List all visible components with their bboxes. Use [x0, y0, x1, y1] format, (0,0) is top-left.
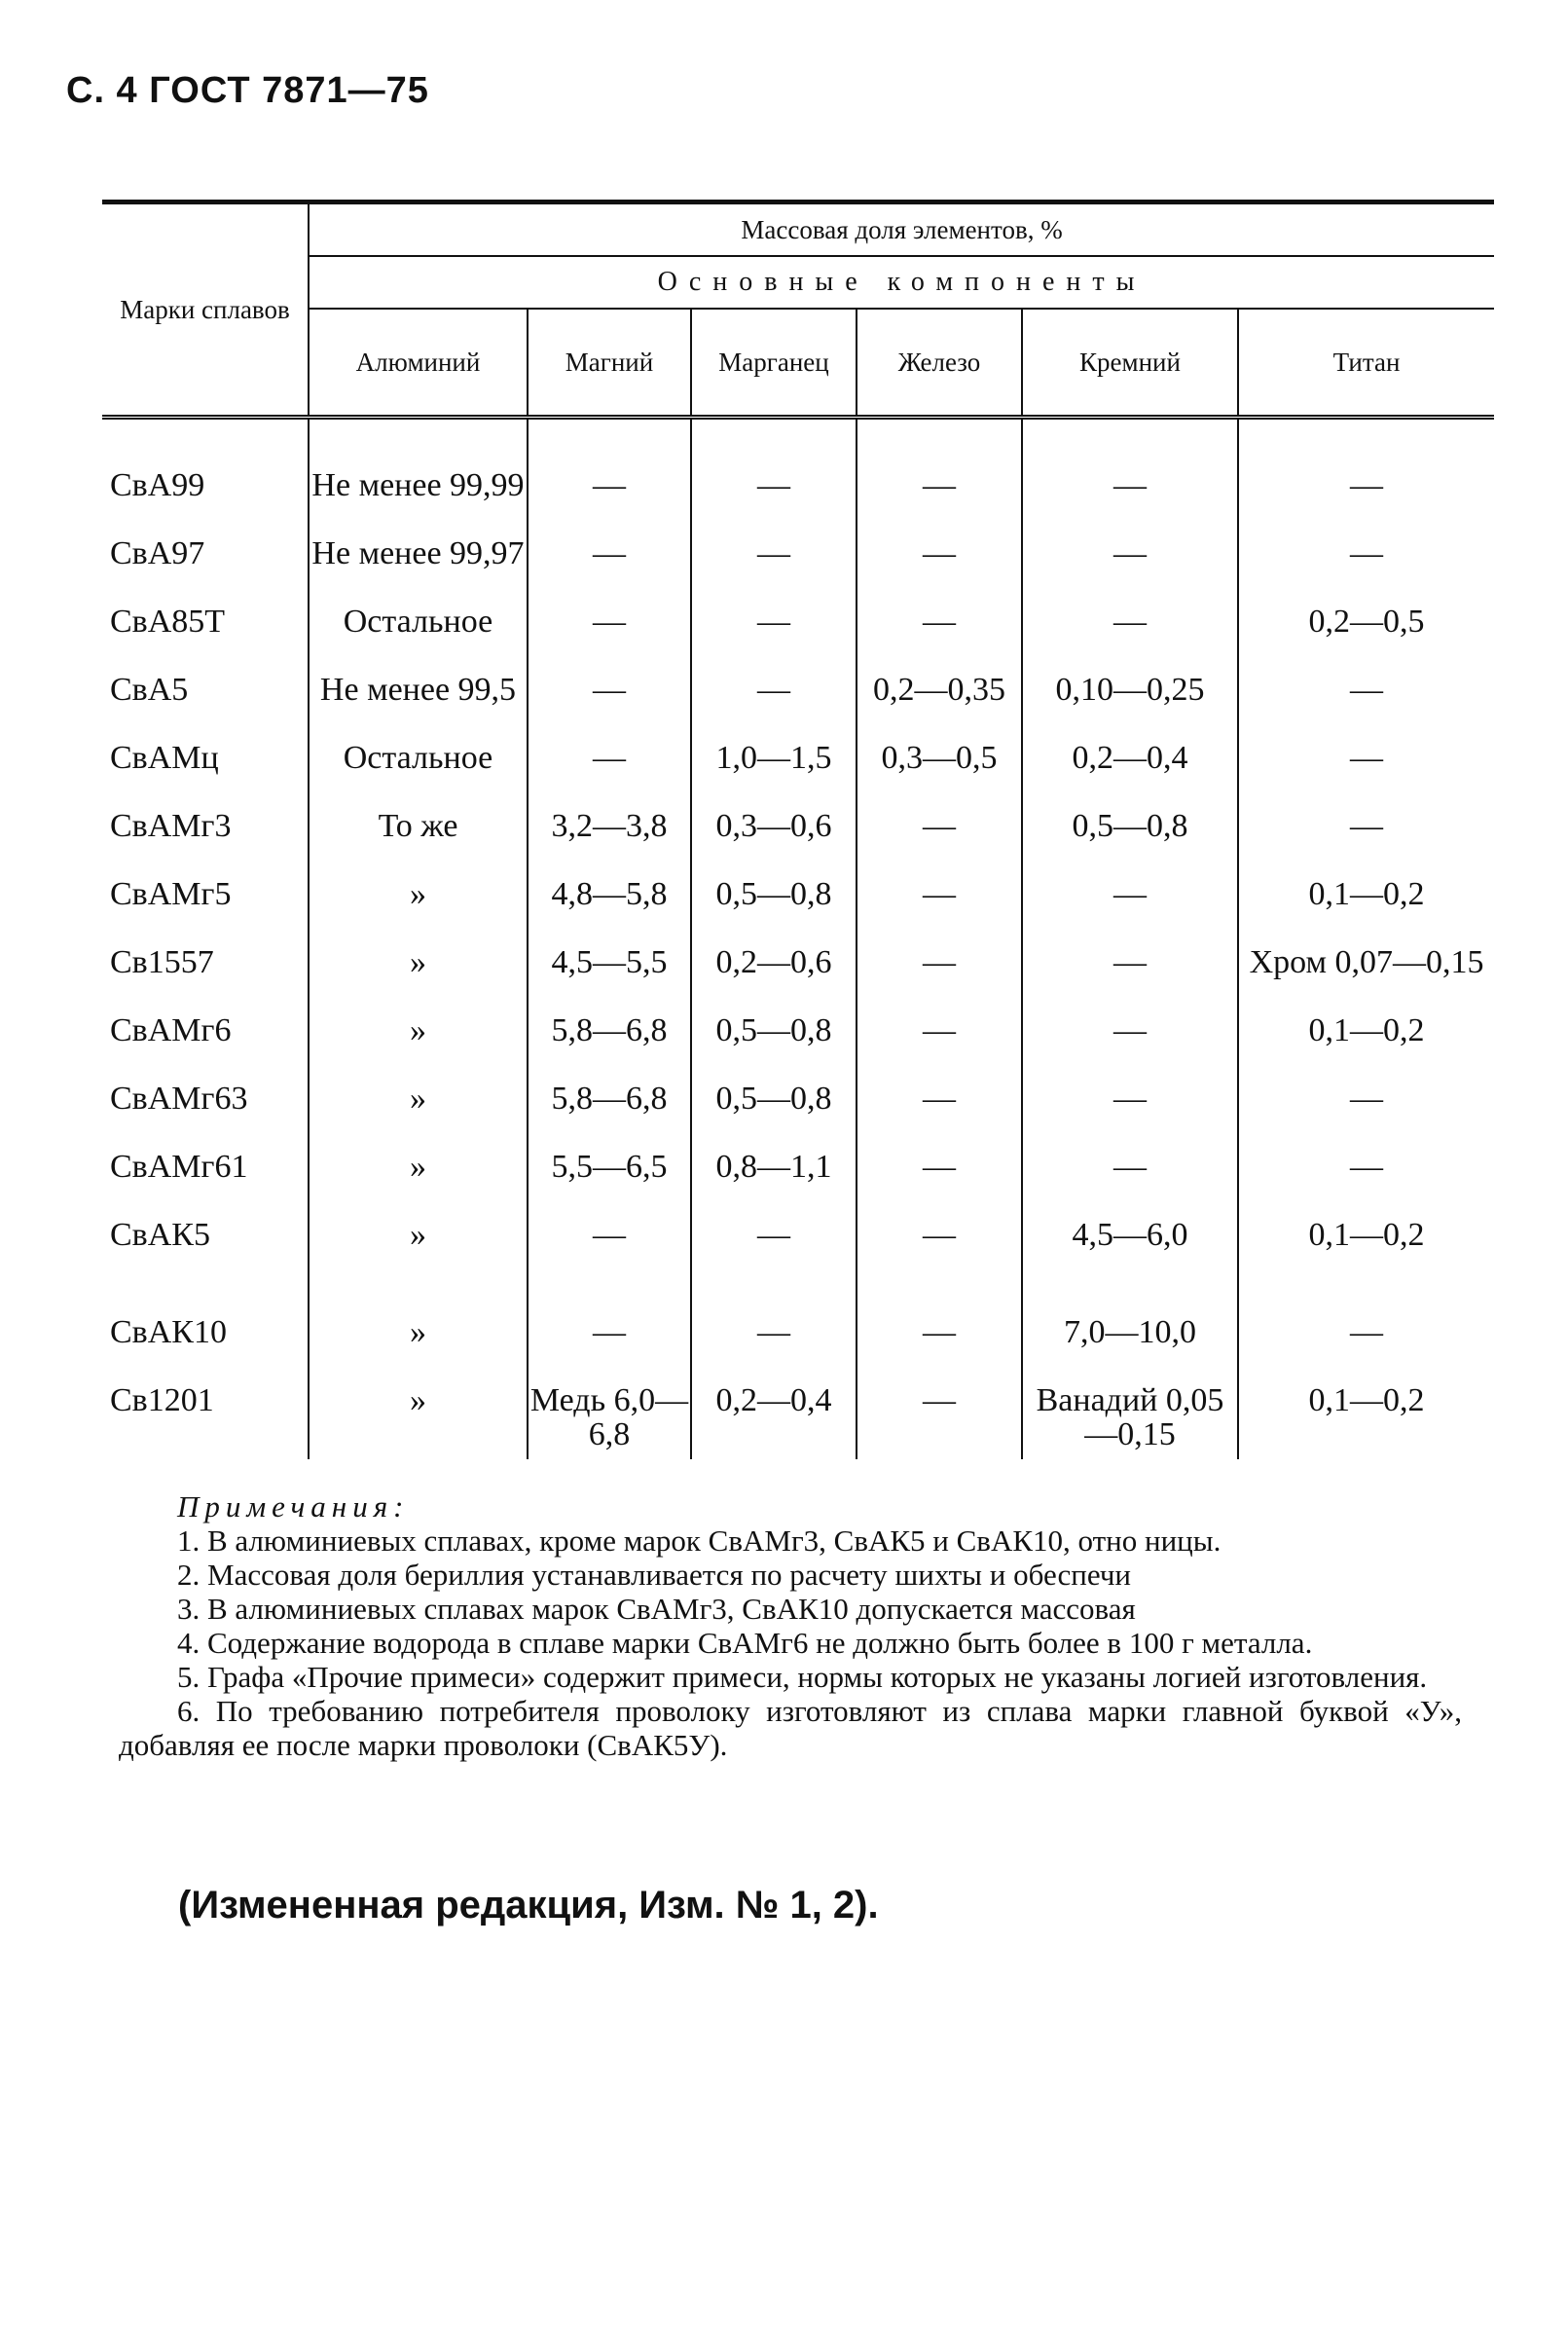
value-cell: 7,0—10,0 — [1022, 1315, 1238, 1383]
note-item: 4. Содержание водорода в сплаве марки СвАМг6 не должно быть более в 100 г металла. — [177, 1626, 1313, 1660]
value-cell: — — [528, 741, 691, 809]
value-cell: — — [1022, 1013, 1238, 1082]
value-cell: 0,3—0,6 — [691, 809, 857, 877]
value-cell: 0,1—0,2 — [1238, 877, 1494, 945]
value-cell: 0,3—0,5 — [857, 741, 1022, 809]
value-cell: — — [1238, 1150, 1494, 1218]
value-cell: — — [1238, 741, 1494, 809]
column-header: Кремний — [1022, 309, 1238, 418]
value-cell: — — [1022, 1150, 1238, 1218]
value-cell: 0,1—0,2 — [1238, 1013, 1494, 1082]
value-cell: — — [528, 1315, 691, 1383]
column-header: Титан — [1238, 309, 1494, 418]
grade-cell: СвА85Т — [110, 604, 226, 640]
value-cell: — — [857, 1218, 1022, 1315]
value-cell: Не менее 99,5 — [309, 673, 528, 741]
value-cell: — — [1022, 605, 1238, 673]
value-cell: 0,10—0,25 — [1022, 673, 1238, 741]
value-cell: — — [691, 673, 857, 741]
value-cell: — — [691, 418, 857, 537]
value-cell: 0,5—0,8 — [691, 1013, 857, 1082]
value-cell: 0,1—0,2 — [1238, 1218, 1494, 1315]
grade-cell: СвАМг3 — [110, 808, 232, 844]
grade-cell: СвАК10 — [110, 1314, 227, 1350]
value-cell: — — [857, 418, 1022, 537]
table-row — [102, 605, 1494, 673]
value-cell: — — [691, 605, 857, 673]
value-cell: — — [857, 1013, 1022, 1082]
value-cell: Не менее 99,97 — [309, 536, 528, 605]
grade-cell: СвАМг63 — [110, 1081, 248, 1117]
value-cell: » — [309, 877, 528, 945]
value-cell: 0,8—1,1 — [691, 1150, 857, 1218]
value-cell: — — [1022, 418, 1238, 537]
column-header: Марганец — [691, 309, 857, 418]
table-row — [102, 536, 1494, 605]
value-cell: — — [857, 1383, 1022, 1459]
note-item: 2. Массовая доля бериллия устанавливается по расчету шихты и обеспечи — [177, 1558, 1131, 1592]
value-cell: » — [309, 1150, 528, 1218]
value-cell: 0,2—0,4 — [1022, 741, 1238, 809]
value-cell: — — [1238, 673, 1494, 741]
value-cell: Остальное — [309, 605, 528, 673]
value-cell: — — [1022, 1082, 1238, 1150]
table-row — [102, 877, 1494, 945]
value-cell: — — [857, 1315, 1022, 1383]
value-cell: — — [528, 536, 691, 605]
column-header-row — [102, 309, 1494, 418]
grade-cell: СвАК5 — [110, 1217, 210, 1253]
value-cell: — — [1238, 1315, 1494, 1383]
note-item: 1. В алюминиевых сплавах, кроме марок СвАМг3, СвАК5 и СвАК10, отно ницы. — [177, 1523, 1222, 1558]
value-cell: 0,1—0,2 — [1238, 1383, 1494, 1459]
grade-cell: СвА5 — [110, 672, 189, 708]
value-cell: — — [1022, 877, 1238, 945]
value-cell: Хром 0,07—0,15 — [1238, 945, 1494, 1013]
value-cell: — — [857, 536, 1022, 605]
table-row — [102, 1315, 1494, 1383]
value-cell: 0,5—0,8 — [691, 1082, 857, 1150]
grade-cell: Св1557 — [110, 944, 214, 980]
value-cell: — — [1238, 536, 1494, 605]
composition-table-container — [102, 200, 1494, 1459]
table-row — [102, 1082, 1494, 1150]
amendment-note: (Измененная редакция, Изм. № 1, 2). — [178, 1884, 879, 1927]
value-cell: » — [309, 1013, 528, 1082]
subgroup-header: Основные компоненты — [309, 256, 1494, 309]
value-cell: 0,5—0,8 — [691, 877, 857, 945]
value-cell: » — [309, 1082, 528, 1150]
page-header: С. 4 ГОСТ 7871—75 — [66, 70, 429, 111]
value-cell: — — [857, 1150, 1022, 1218]
value-cell: — — [857, 605, 1022, 673]
table-row — [102, 1150, 1494, 1218]
value-cell: 5,5—6,5 — [528, 1150, 691, 1218]
composition-table — [102, 200, 1494, 1459]
table-row — [102, 945, 1494, 1013]
table-row — [102, 1383, 1494, 1459]
note-item: 6. По требованию потребителя проволоку изготовляют из сплава марки главной буквой «У», добавляя ее после марки проволоки (СвАК5У). — [119, 1694, 1462, 1762]
value-cell: » — [309, 1218, 528, 1315]
value-cell: — — [528, 605, 691, 673]
value-cell: — — [691, 536, 857, 605]
value-cell: — — [1022, 945, 1238, 1013]
value-cell: Медь 6,0—6,8 — [528, 1383, 691, 1459]
table-row — [102, 809, 1494, 877]
grade-cell: СвАМг5 — [110, 876, 232, 912]
column-header: Магний — [528, 309, 691, 418]
value-cell: — — [528, 1218, 691, 1315]
value-cell: — — [1022, 536, 1238, 605]
value-cell: — — [1238, 809, 1494, 877]
grade-cell: СвА97 — [110, 535, 205, 571]
value-cell: 5,8—6,8 — [528, 1013, 691, 1082]
value-cell: То же — [309, 809, 528, 877]
group-header: Массовая доля элементов, % — [309, 202, 1494, 257]
value-cell: — — [857, 809, 1022, 877]
value-cell: — — [857, 877, 1022, 945]
grade-cell: СвАМг61 — [110, 1149, 248, 1185]
column-header: Алюминий — [309, 309, 528, 418]
value-cell: 0,2—0,35 — [857, 673, 1022, 741]
value-cell: Ванадий 0,05—0,15 — [1022, 1383, 1238, 1459]
table-row — [102, 673, 1494, 741]
grade-column-header: Марки сплавов — [102, 202, 309, 418]
value-cell: » — [309, 945, 528, 1013]
table-row — [102, 1218, 1494, 1315]
value-cell: — — [857, 1082, 1022, 1150]
value-cell: 5,8—6,8 — [528, 1082, 691, 1150]
value-cell: — — [528, 673, 691, 741]
value-cell: 4,8—5,8 — [528, 877, 691, 945]
value-cell: 4,5—5,5 — [528, 945, 691, 1013]
value-cell: — — [1238, 1082, 1494, 1150]
note-item: 3. В алюминиевых сплавах марок СвАМг3, СвАК10 допускается массовая — [177, 1592, 1136, 1626]
grade-cell: СвА99 — [110, 467, 205, 503]
value-cell: 0,2—0,4 — [691, 1383, 857, 1459]
value-cell: 4,5—6,0 — [1022, 1218, 1238, 1315]
value-cell: 0,2—0,5 — [1238, 605, 1494, 673]
table-row — [102, 1013, 1494, 1082]
value-cell: — — [857, 945, 1022, 1013]
value-cell: — — [528, 418, 691, 537]
value-cell: 3,2—3,8 — [528, 809, 691, 877]
table-row — [102, 741, 1494, 809]
notes-list — [119, 1523, 1462, 1762]
table-body — [102, 418, 1494, 1460]
value-cell: » — [309, 1315, 528, 1383]
value-cell: » — [309, 1383, 528, 1459]
value-cell: — — [691, 1218, 857, 1315]
column-header: Железо — [857, 309, 1022, 418]
value-cell: 0,5—0,8 — [1022, 809, 1238, 877]
table-row — [102, 418, 1494, 537]
grade-cell: СвАМц — [110, 740, 219, 776]
notes-title: Примечания: — [177, 1489, 410, 1523]
value-cell: 1,0—1,5 — [691, 741, 857, 809]
note-item: 5. Графа «Прочие примеси» содержит примеси, нормы которых не указаны логией изготовления. — [177, 1660, 1428, 1694]
value-cell: — — [1238, 418, 1494, 537]
value-cell: — — [691, 1315, 857, 1383]
value-cell: 0,2—0,6 — [691, 945, 857, 1013]
grade-cell: Св1201 — [110, 1382, 214, 1418]
notes-section — [119, 1489, 1462, 1762]
value-cell: Остальное — [309, 741, 528, 809]
value-cell: Не менее 99,99 — [309, 418, 528, 537]
grade-cell: СвАМг6 — [110, 1012, 232, 1048]
